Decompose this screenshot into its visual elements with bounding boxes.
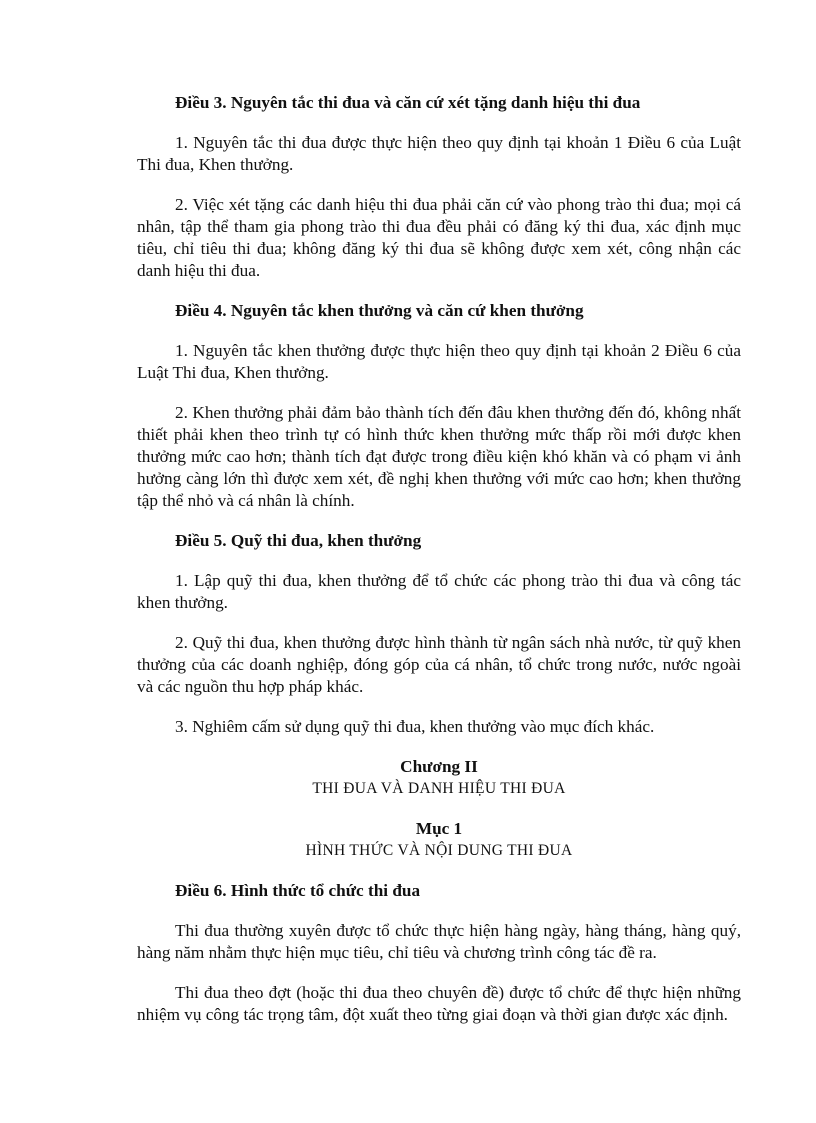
article-heading: Điều 5. Quỹ thi đua, khen thưởng [175,531,422,550]
paragraph: 2. Khen thưởng phải đảm bảo thành tích đến đâu khen thưởng đến đó, không nhất thiết phải khen theo trình tự có hình thức khen thưởng mức thấp rồi mới được khen thưởng mức cao hơn; thành tích đạt được trong điều kiện khó khăn và có phạm vi ảnh hưởng càng lớn thì được xem xét, đề nghị khen thưởng với mức cao hơn; khen thưởng tập thể nhỏ và cá nhân là chính. [137,403,741,510]
article-3 [137,92,741,282]
paragraph: Thi đua thường xuyên được tổ chức thực hiện hàng ngày, hàng tháng, hàng quý, hàng năm nhằm thực hiện mục tiêu, chỉ tiêu và chương trình công tác đề ra. [137,921,741,962]
chapter-heading [137,756,741,800]
article-6 [137,880,741,1026]
document-page [137,92,741,1044]
paragraph: 2. Quỹ thi đua, khen thưởng được hình thành từ ngân sách nhà nước, từ quỹ khen thưởng của các doanh nghiệp, đóng góp của cá nhân, tổ chức trong nước, nước ngoài và các nguồn thu hợp pháp khác. [137,633,741,696]
section-heading [137,818,741,862]
paragraph: 1. Nguyên tắc khen thưởng được thực hiện theo quy định tại khoản 2 Điều 6 của Luật Thi đua, Khen thưởng. [137,341,741,382]
paragraph: 2. Việc xét tặng các danh hiệu thi đua phải căn cứ vào phong trào thi đua; mọi cá nhân, tập thể tham gia phong trào thi đua đều phải có đăng ký thi đua, xác định mục tiêu, chỉ tiêu thi đua; không đăng ký thi đua sẽ không được xem xét, công nhận các danh hiệu thi đua. [137,195,741,280]
article-4 [137,300,741,512]
chapter-title: Chương II [400,757,478,776]
article-heading: Điều 4. Nguyên tắc khen thưởng và căn cứ khen thưởng [175,301,584,320]
paragraph: 1. Nguyên tắc thi đua được thực hiện theo quy định tại khoản 1 Điều 6 của Luật Thi đua, Khen thưởng. [137,133,741,174]
chapter-subtitle: THI ĐUA VÀ DANH HIỆU THI ĐUA [312,780,566,797]
paragraph: 3. Nghiêm cấm sử dụng quỹ thi đua, khen thưởng vào mục đích khác. [175,717,655,736]
section-subtitle: HÌNH THỨC VÀ NỘI DUNG THI ĐUA [305,842,573,859]
paragraph: Thi đua theo đợt (hoặc thi đua theo chuyên đề) được tổ chức để thực hiện những nhiệm vụ công tác trọng tâm, đột xuất theo từng giai đoạn và thời gian được xác định. [137,983,741,1024]
article-heading: Điều 3. Nguyên tắc thi đua và căn cứ xét tặng danh hiệu thi đua [175,93,641,112]
article-5 [137,530,741,738]
paragraph: 1. Lập quỹ thi đua, khen thưởng để tổ chức các phong trào thi đua và công tác khen thưởng. [137,571,741,612]
section-title: Mục 1 [415,819,463,838]
article-heading: Điều 6. Hình thức tổ chức thi đua [175,881,421,900]
